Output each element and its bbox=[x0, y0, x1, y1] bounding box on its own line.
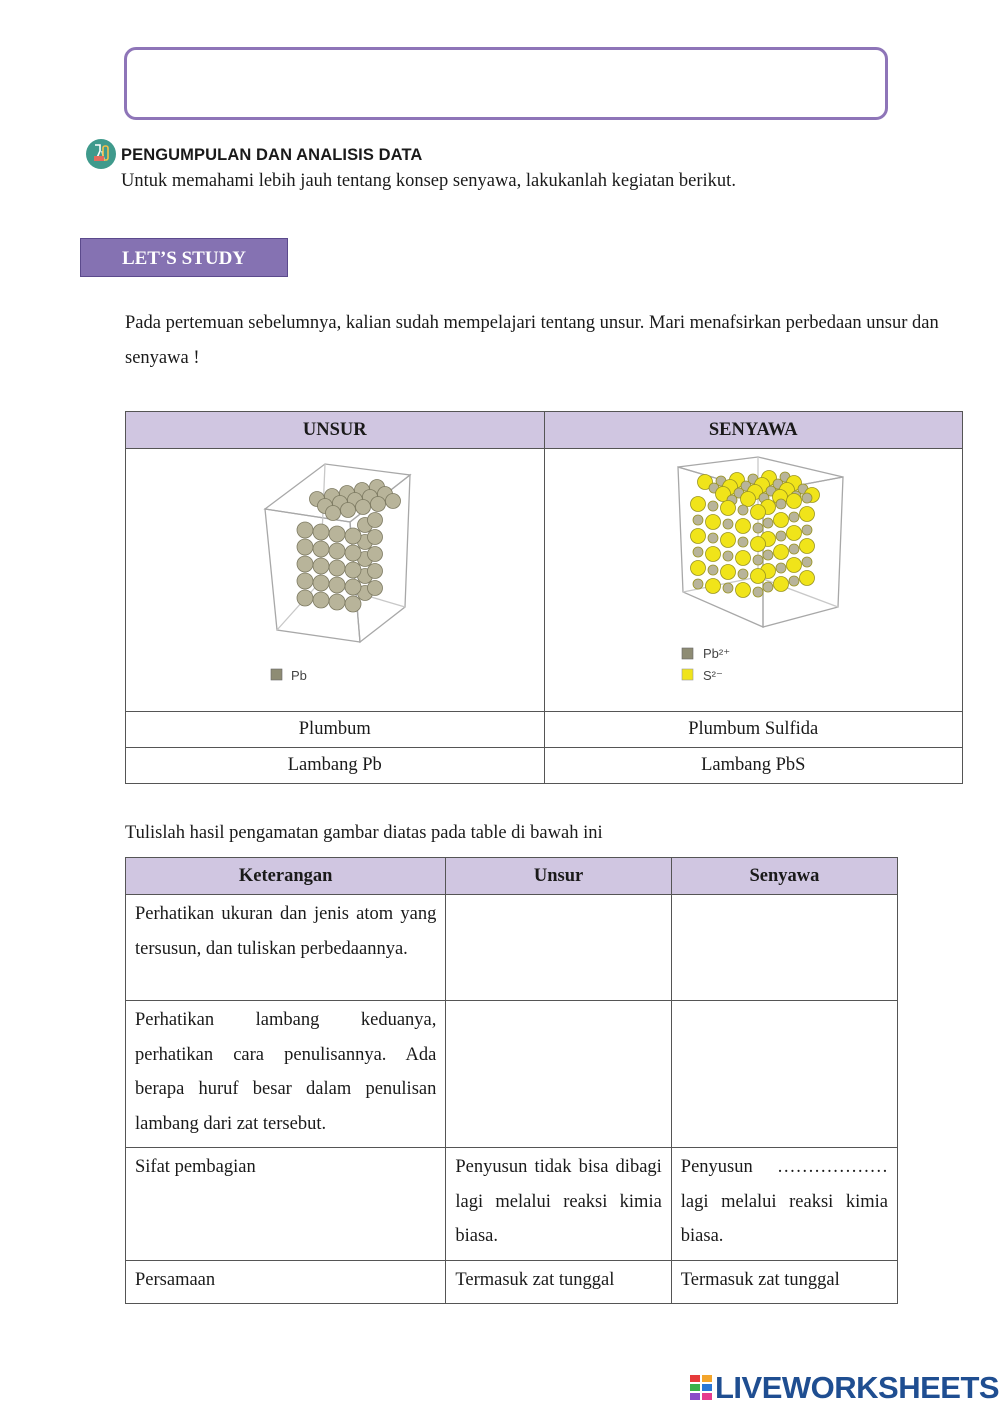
atom-sphere bbox=[385, 494, 400, 509]
atom-sphere bbox=[706, 579, 721, 594]
atom-sphere bbox=[355, 500, 370, 515]
atom-sphere bbox=[787, 494, 802, 509]
atom-sphere bbox=[763, 582, 773, 592]
atom-sphere bbox=[313, 524, 329, 540]
atom-sphere bbox=[787, 526, 802, 541]
header-unsur: UNSUR bbox=[126, 412, 545, 449]
answer-senyawa-2[interactable] bbox=[671, 1001, 897, 1148]
atom-sphere bbox=[800, 539, 815, 554]
atom-sphere bbox=[802, 525, 812, 535]
atom-sphere bbox=[753, 587, 763, 597]
atom-sphere bbox=[741, 492, 756, 507]
atom-sphere bbox=[325, 506, 340, 521]
atom-sphere bbox=[763, 550, 773, 560]
atom-sphere bbox=[691, 497, 706, 512]
atom-sphere bbox=[787, 558, 802, 573]
row-keterangan: Sifat pembagian bbox=[126, 1148, 446, 1261]
row-keterangan: Persamaan bbox=[126, 1260, 446, 1304]
name-senyawa: Plumbum Sulfida bbox=[544, 712, 963, 748]
pbs-crystal-image bbox=[643, 452, 863, 702]
header-senyawa: SENYAWA bbox=[544, 412, 963, 449]
flask-icon bbox=[86, 139, 116, 169]
pb-crystal-image bbox=[225, 452, 445, 702]
atom-sphere bbox=[763, 518, 773, 528]
legend-pb2plus: Pb²⁺ bbox=[703, 646, 731, 661]
atom-sphere bbox=[367, 547, 382, 562]
atom-sphere bbox=[345, 579, 361, 595]
atom-sphere bbox=[738, 537, 748, 547]
atom-sphere bbox=[800, 571, 815, 586]
header-unsur: Unsur bbox=[446, 858, 671, 895]
atom-sphere bbox=[693, 547, 703, 557]
atom-sphere bbox=[329, 526, 345, 542]
liveworksheets-logo-icon bbox=[690, 1373, 714, 1408]
answer-senyawa-1[interactable] bbox=[671, 895, 897, 1001]
row-keterangan: Perhatikan ukuran dan jenis atom yang tersusun, dan tuliskan perbedaannya. bbox=[126, 895, 446, 1001]
atom-sphere bbox=[370, 497, 385, 512]
atom-sphere bbox=[774, 545, 789, 560]
atom-sphere bbox=[367, 513, 382, 528]
atom-sphere bbox=[751, 569, 766, 584]
atom-sphere bbox=[774, 577, 789, 592]
legend-pb: Pb bbox=[290, 668, 307, 683]
atom-sphere bbox=[753, 555, 763, 565]
senyawa-image-cell bbox=[544, 449, 963, 712]
row-keterangan: Perhatikan lambang keduanya, perhatikan cara penulisannya. Ada berapa huruf besar dalam penulisan lambang dari zat tersebut. bbox=[126, 1001, 446, 1148]
atom-sphere bbox=[706, 547, 721, 562]
atom-sphere bbox=[313, 558, 329, 574]
atom-sphere bbox=[367, 564, 382, 579]
atom-sphere bbox=[723, 519, 733, 529]
brand-wordmark: LIVEWORKSHEETS bbox=[715, 1370, 999, 1405]
atom-sphere bbox=[329, 594, 345, 610]
atom-sphere bbox=[297, 556, 313, 572]
atom-sphere bbox=[297, 573, 313, 589]
atom-sphere bbox=[345, 596, 361, 612]
atom-sphere bbox=[751, 537, 766, 552]
atom-sphere bbox=[367, 530, 382, 545]
atom-sphere bbox=[345, 528, 361, 544]
legend-s2minus: S²⁻ bbox=[703, 668, 724, 683]
cell-senyawa-3[interactable]: Penyusun ……………… lagi melalui reaksi kimia biasa. bbox=[671, 1148, 897, 1261]
atom-sphere bbox=[736, 551, 751, 566]
atom-sphere bbox=[789, 512, 799, 522]
atom-sphere bbox=[789, 544, 799, 554]
atom-sphere bbox=[738, 505, 748, 515]
atom-sphere bbox=[753, 523, 763, 533]
atom-sphere bbox=[721, 501, 736, 516]
atom-sphere bbox=[776, 499, 786, 509]
atom-sphere bbox=[708, 501, 718, 511]
atom-sphere bbox=[313, 575, 329, 591]
answer-unsur-2[interactable] bbox=[446, 1001, 671, 1148]
atom-sphere bbox=[738, 569, 748, 579]
atom-sphere bbox=[723, 583, 733, 593]
atom-sphere bbox=[367, 581, 382, 596]
unsur-image-cell bbox=[126, 449, 545, 712]
atom-sphere bbox=[802, 557, 812, 567]
cell-unsur-4: Termasuk zat tunggal bbox=[446, 1260, 671, 1304]
atom-sphere bbox=[776, 531, 786, 541]
atom-sphere bbox=[340, 503, 355, 518]
atom-sphere bbox=[693, 515, 703, 525]
name-unsur: Plumbum bbox=[126, 712, 545, 748]
atom-sphere bbox=[708, 565, 718, 575]
atom-sphere bbox=[329, 577, 345, 593]
atom-sphere bbox=[691, 561, 706, 576]
header-senyawa: Senyawa bbox=[671, 858, 897, 895]
atom-sphere bbox=[329, 543, 345, 559]
atom-sphere bbox=[345, 562, 361, 578]
answer-box[interactable] bbox=[124, 47, 888, 120]
header-keterangan: Keterangan bbox=[126, 858, 446, 895]
atom-sphere bbox=[721, 565, 736, 580]
cell-senyawa-4: Termasuk zat tunggal bbox=[671, 1260, 897, 1304]
atom-sphere bbox=[297, 590, 313, 606]
section-intro: Untuk memahami lebih jauh tentang konsep senyawa, lakukanlah kegiatan berikut. bbox=[121, 171, 736, 191]
atom-sphere bbox=[736, 519, 751, 534]
atom-sphere bbox=[800, 507, 815, 522]
atom-sphere bbox=[313, 541, 329, 557]
atom-sphere bbox=[345, 545, 361, 561]
intro-paragraph: Pada pertemuan sebelumnya, kalian sudah mempelajari tentang unsur. Mari menafsirkan perbedaan unsur dan senyawa ! bbox=[125, 313, 939, 368]
instruction-text: Tulislah hasil pengamatan gambar diatas pada table di bawah ini bbox=[125, 823, 603, 843]
symbol-senyawa: Lambang PbS bbox=[544, 748, 963, 784]
atom-sphere bbox=[721, 533, 736, 548]
section-title: PENGUMPULAN DAN ANALISIS DATA bbox=[121, 146, 423, 164]
comparison-table bbox=[125, 411, 963, 784]
atom-sphere bbox=[723, 551, 733, 561]
atom-sphere bbox=[706, 515, 721, 530]
atom-sphere bbox=[774, 513, 789, 528]
lets-study-label: LET’S STUDY bbox=[80, 238, 288, 277]
atom-sphere bbox=[693, 579, 703, 589]
atom-sphere bbox=[297, 539, 313, 555]
atom-sphere bbox=[736, 583, 751, 598]
atom-sphere bbox=[802, 493, 812, 503]
cell-unsur-3: Penyusun tidak bisa dibagi lagi melalui reaksi kimia biasa. bbox=[446, 1148, 671, 1261]
atom-sphere bbox=[708, 533, 718, 543]
atom-sphere bbox=[751, 505, 766, 520]
atom-sphere bbox=[329, 560, 345, 576]
atom-sphere bbox=[313, 592, 329, 608]
answer-unsur-1[interactable] bbox=[446, 895, 671, 1001]
atom-sphere bbox=[776, 563, 786, 573]
atom-sphere bbox=[789, 576, 799, 586]
atom-sphere bbox=[297, 522, 313, 538]
observation-table bbox=[125, 857, 898, 1304]
atom-sphere bbox=[691, 529, 706, 544]
symbol-unsur: Lambang Pb bbox=[126, 748, 545, 784]
